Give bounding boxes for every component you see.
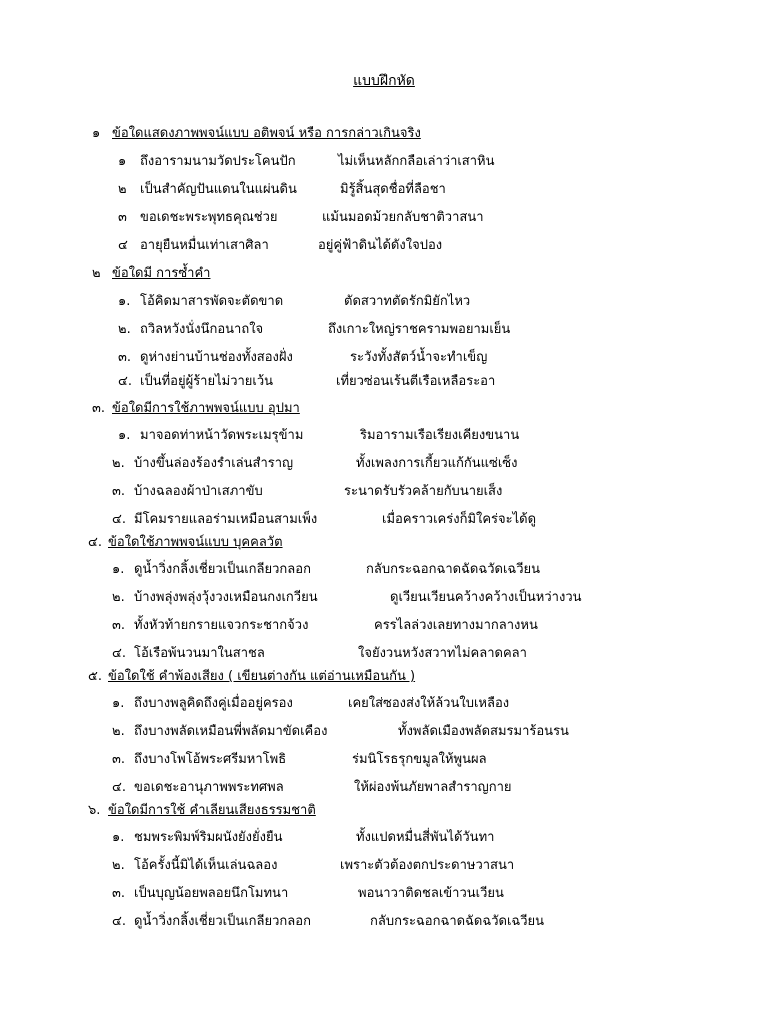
option-number: ๓. xyxy=(118,350,132,365)
option-number: ๔. xyxy=(118,374,132,389)
option-second-line: อยู่คู่ฟ้าดินได้ดังใจปอง xyxy=(318,238,443,253)
option-first-line: ถึงบางพลัดเหมือนพี่พลัดมาขัดเคือง xyxy=(134,724,328,739)
option-number: ๒. xyxy=(112,456,125,471)
option-second-line: ทั้งเพลงการเกี้ยวแก้กันแซ่เซ็ง xyxy=(356,456,518,471)
question-6-option-1 xyxy=(112,826,495,847)
option-first-line: อายุยืนหมื่นเท่าเสาศิลา xyxy=(140,238,269,253)
option-second-line: เคยใส่ซองส่งให้ล้วนใบเหลือง xyxy=(348,696,510,711)
question-6-heading xyxy=(88,799,316,820)
option-first-line: ดูน้ำวิ่งกลิ้งเชี่ยวเป็นเกลียวกลอก xyxy=(134,562,311,577)
option-first-line: โอ้เรือพ้นวนมาในสาชล xyxy=(134,646,265,661)
question-4-option-3 xyxy=(112,614,538,635)
option-first-line: มาจอดท่าหน้าวัดพระเมรุข้าม xyxy=(140,428,304,443)
option-second-line: กลับกระฉอกฉาดฉัดฉวัดเฉวียน xyxy=(370,914,545,929)
option-second-line: ระนาดรับรัวคล้ายกับนายเส็ง xyxy=(344,484,503,499)
option-second-line: แม้นมอดม้วยกลับชาติวาสนา xyxy=(322,210,484,225)
option-second-line: เที่ยวซ่อนเร้นตีเรือเหลือระอา xyxy=(336,374,496,389)
option-number: ๔. xyxy=(112,914,126,929)
question-number: ๒ xyxy=(92,266,101,281)
option-first-line: เป็นบุญน้อยพลอยนึกโมทนา xyxy=(134,886,289,901)
option-number: ๑. xyxy=(112,830,125,845)
option-number: ๒. xyxy=(112,590,125,605)
question-1-option-1 xyxy=(118,150,495,171)
question-2-option-2 xyxy=(118,318,511,339)
question-3-option-3 xyxy=(112,480,503,501)
option-second-line: ดูเวียนเวียนคว้างคว้างเป็นหว่างวน xyxy=(390,590,582,605)
option-second-line: ทั้งพลัดเมืองพลัดสมรมาร้อนรน xyxy=(398,724,569,739)
question-text: ข้อใดมีการใช้ คำเลียนเสียงธรรมชาติ xyxy=(108,803,316,818)
option-second-line: พอนาวาติดชลเข้าวนเวียน xyxy=(358,886,504,901)
option-second-line: เมื่อคราวเคร่งก็มิใคร่จะได้ดู xyxy=(382,512,537,527)
option-number: ๑. xyxy=(118,294,131,309)
question-2-option-3 xyxy=(118,346,488,367)
option-number: ๓. xyxy=(112,752,126,767)
question-text: ข้อใดแสดงภาพพจน์แบบ อติพจน์ หรือ การกล่าวเกินจริง xyxy=(112,126,421,141)
option-second-line: ใจยังวนหวังสวาทไม่คลาดคลา xyxy=(358,646,527,661)
option-first-line: บ้างฉลองผ้าป่าเสภาขับ xyxy=(134,484,263,499)
option-first-line: โอ้คิดมาสารพัดจะตัดขาด xyxy=(140,294,284,309)
question-1-option-3 xyxy=(118,206,484,227)
question-number: ๔. xyxy=(88,535,102,550)
option-number: ๔. xyxy=(112,512,126,527)
option-number: ๒. xyxy=(118,322,131,337)
option-second-line: ระวังทั้งสัตว์น้ำจะทำเข็ญ xyxy=(350,350,488,365)
question-text: ข้อใดมี การซ้ำคำ xyxy=(112,266,211,281)
question-6-option-2 xyxy=(112,854,515,875)
option-second-line: ริมอารามเรือเรียงเคียงขนาน xyxy=(360,428,520,443)
option-number: ๒. xyxy=(112,724,125,739)
option-second-line: ตัดสวาทตัดรักมิยักไหว xyxy=(344,294,471,309)
question-1-heading xyxy=(92,122,421,143)
option-number: ๔ xyxy=(118,238,128,253)
option-number: ๓ xyxy=(118,210,127,225)
option-number: ๓. xyxy=(112,484,126,499)
option-second-line: ร่มนิโรธรุกขมูลให้พูนผล xyxy=(352,752,487,767)
question-number: ๓. xyxy=(92,401,106,416)
question-2-heading xyxy=(92,262,210,283)
question-text: ข้อใดใช้ภาพพจน์แบบ บุคคลวัต xyxy=(108,535,283,550)
question-3-option-2 xyxy=(112,452,518,473)
option-first-line: บ้างพลุ่งพลุ่งวุ้งวงเหมือนกงเกวียน xyxy=(134,590,318,605)
option-second-line: กลับกระฉอกฉาดฉัดฉวัดเฉวียน xyxy=(366,562,541,577)
option-number: ๔. xyxy=(112,646,126,661)
option-second-line: ทั้งแปดหมื่นสี่พันได้วันทา xyxy=(356,830,495,845)
question-5-option-4 xyxy=(112,776,512,797)
option-first-line: ทั้งหัวท้ายกรายแจวกระชากจ้วง xyxy=(134,618,309,633)
option-first-line: ดูน้ำวิ่งกลิ้งเชี่ยวเป็นเกลียวกลอก xyxy=(134,914,311,929)
option-number: ๑. xyxy=(112,562,125,577)
question-4-option-1 xyxy=(112,558,541,579)
option-first-line: เป็นที่อยู่ผู้ร้ายไม่วายเว้น xyxy=(140,374,274,389)
option-number: ๓. xyxy=(112,618,126,633)
question-number: ๖. xyxy=(88,803,101,818)
option-second-line: ไม่เห็นหลักกลือเล่าว่าเสาหิน xyxy=(338,154,495,169)
question-5-option-3 xyxy=(112,748,487,769)
question-1-option-4 xyxy=(118,234,443,255)
question-text: ข้อใดใช้ คำพ้องเสียง ( เขียนต่างกัน แต่อ่านเหมือนกัน ) xyxy=(108,669,416,684)
option-number: ๑. xyxy=(118,428,131,443)
option-number: ๒. xyxy=(112,858,125,873)
option-number: ๔. xyxy=(112,780,126,795)
question-5-option-2 xyxy=(112,720,569,741)
option-second-line: เพราะตัวต้องตกประดาษวาสนา xyxy=(340,858,515,873)
question-1-option-2 xyxy=(118,178,446,199)
option-number: ๒ xyxy=(118,182,127,197)
question-4-option-4 xyxy=(112,642,527,663)
question-4-option-2 xyxy=(112,586,582,607)
option-first-line: ถึงบางโพโอ้พระศรีมหาโพธิ xyxy=(134,752,287,767)
question-6-option-4 xyxy=(112,910,545,931)
question-5-heading xyxy=(88,665,415,686)
option-second-line: ครรไลล่วงเลยทางมากลางหน xyxy=(374,618,538,633)
option-first-line: ชมพระพิมพ์ริมผนังยังยั่งยืน xyxy=(134,830,283,845)
question-4-heading xyxy=(88,531,283,552)
option-first-line: ดูห่างย่านบ้านช่องทั้งสองฝั่ง xyxy=(140,350,293,365)
option-first-line: ถวิลหวังนั่งนึกอนาถใจ xyxy=(140,322,264,337)
page-title: แบบฝึกหัด xyxy=(353,73,415,89)
option-second-line: ให้ผ่องพ้นภัยพาลสำราญกาย xyxy=(354,780,512,795)
option-first-line: โอ้ครั้งนี้มิได้เห็นเล่นฉลอง xyxy=(134,858,278,873)
option-number: ๑. xyxy=(112,696,125,711)
question-3-option-4 xyxy=(112,508,537,529)
question-2-option-1 xyxy=(118,290,471,311)
option-first-line: มีโคมรายแลอร่ามเหมือนสามเพ็ง xyxy=(134,512,318,527)
question-6-option-3 xyxy=(112,882,504,903)
question-number: ๕. xyxy=(88,669,102,684)
question-5-option-1 xyxy=(112,692,510,713)
option-number: ๑ xyxy=(118,154,127,169)
question-number: ๑ xyxy=(92,126,101,141)
question-2-option-4 xyxy=(118,370,496,391)
question-3-heading xyxy=(92,397,300,418)
option-first-line: เป็นสำคัญปันแดนในแผ่นดิน xyxy=(140,182,297,197)
option-number: ๓. xyxy=(112,886,126,901)
option-first-line: ขอเดชะอานุภาพพระทศพล xyxy=(134,780,284,795)
option-first-line: ขอเดชะพระพุทธคุณช่วย xyxy=(140,210,278,225)
option-first-line: บ้างขึ้นล่องร้องรำเล่นสำราญ xyxy=(134,456,294,471)
option-second-line: มิรู้สิ้นสุดชื่อที่ลือชา xyxy=(340,182,446,197)
question-3-option-1 xyxy=(118,424,520,445)
option-second-line: ถึงเกาะใหญ่ราชครามพอยามเย็น xyxy=(328,322,511,337)
question-text: ข้อใดมีการใช้ภาพพจน์แบบ อุปมา xyxy=(112,401,300,416)
option-first-line: ถึงอารามนามวัดประโคนปัก xyxy=(140,154,296,169)
option-first-line: ถึงบางพลูคิดถึงคู่เมื่ออยู่ครอง xyxy=(134,696,293,711)
